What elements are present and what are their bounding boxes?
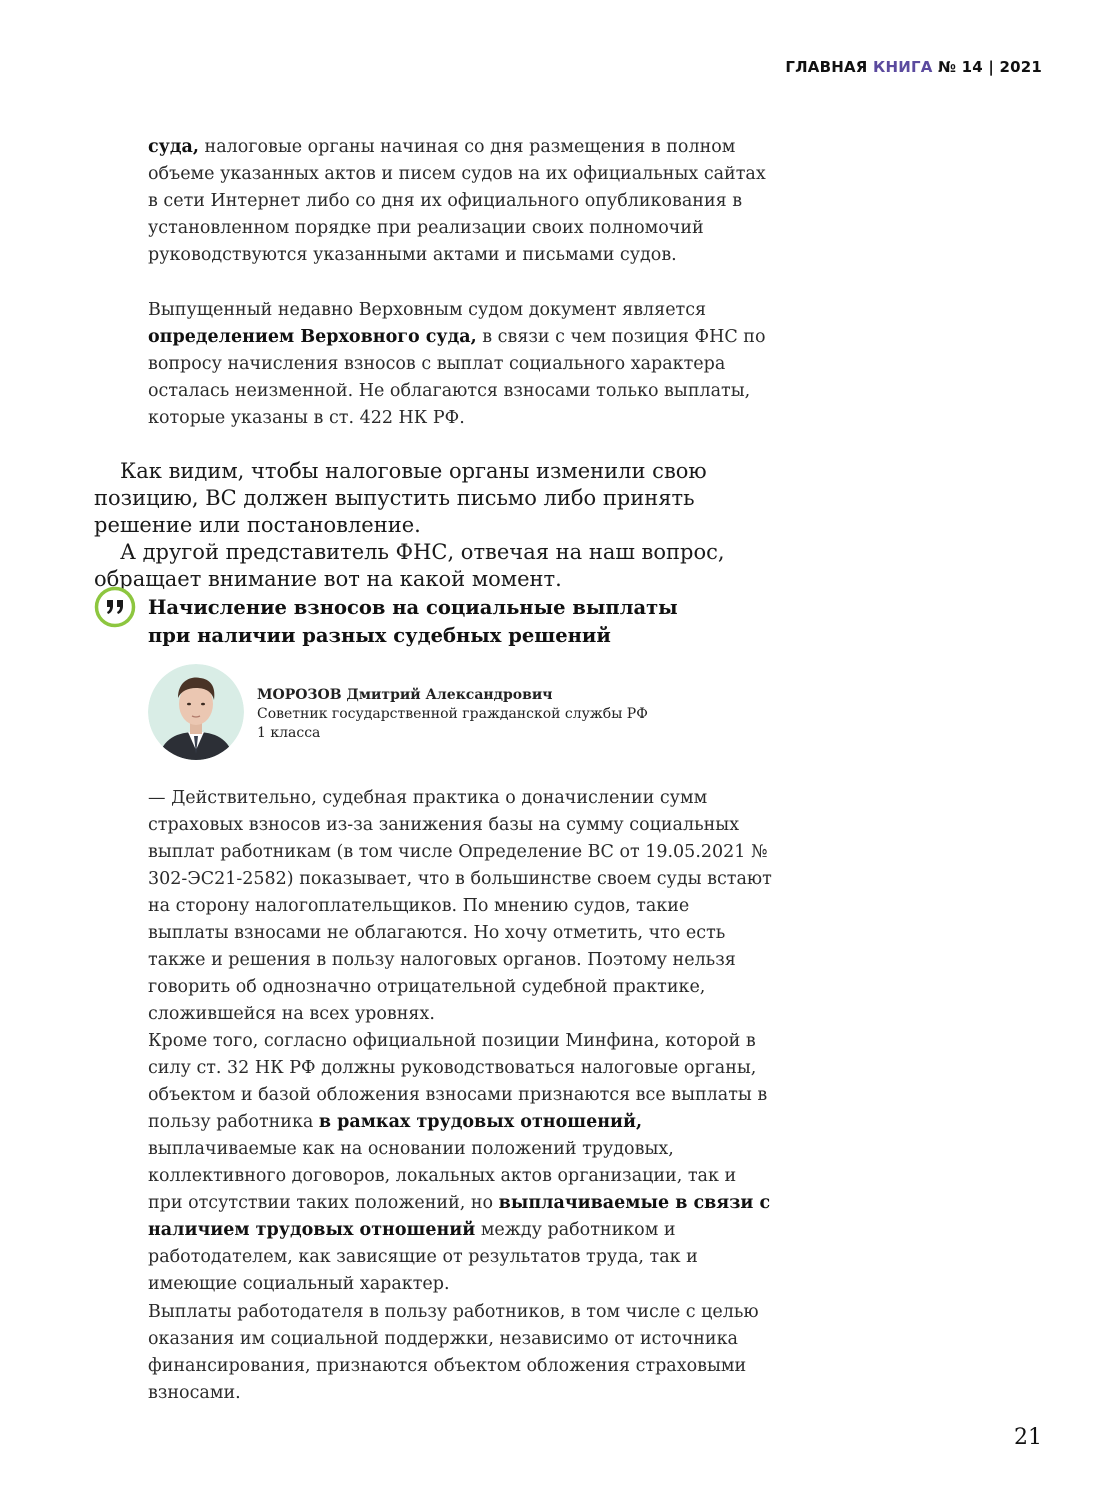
expert-position: Советник государственной гражданской службы РФ <box>257 706 648 722</box>
quote-block-2 <box>148 297 773 432</box>
expert-paragraph-2: Кроме того, согласно официальной позиции Минфина, которой в силу ст. 32 НК РФ должны руководствоваться налоговые органы, объектом и базой обложения взносами признаются все выплаты в пользу работника в рамках трудовых отношений, выплачиваемые как на основании положений трудовых, коллективного договоров, локальных актов организации, так и при отсутствии таких положений, но выплачиваемые в связи с наличием трудовых отношений между работником и работодателем, как зависящие от результатов труда, так и имеющие социальный характер. <box>148 1031 771 1294</box>
expert-paragraph-1: — Действительно, судебная практика о доначислении сумм страховых взносов из-за занижения базы на сумму социальных выплат работникам (в том числе Определение ВС от 19.05.2021 № 302-ЭС21-2582) показывает, что в большинстве своем суды встают на сторону налогоплательщиков. По мнению судов, такие выплаты взносами не облагаются. Но хочу отметить, что есть также и решения в пользу налоговых органов. Поэтому нельзя говорить об однозначно отрицательной судебной практике, сложившейся на всех уровнях. <box>148 788 772 1024</box>
expert-name: МОРОЗОВ Дмитрий Александрович <box>257 687 553 703</box>
main-paragraph-1: Как видим, чтобы налоговые органы изменили свою позицию, ВС должен выпустить письмо либо принять решение или постановление. <box>94 459 707 537</box>
bold-text: в рамках трудовых отношений, <box>318 1112 643 1132</box>
quote-icon <box>94 586 136 628</box>
bold-text: выплачиваемые в связи с наличием трудовых отношений <box>148 1193 771 1240</box>
bold-text: определением Верховного суда, <box>148 327 477 347</box>
quote-paragraph-2: Выпущенный недавно Верховным судом документ является определением Верховного суда, в связи с чем позиция ФНС по вопросу начисления взносов с выплат социального характера осталась неизменной. Не облагаются взносами только выплаты, которые указаны в ст. 422 НК РФ. <box>148 300 766 428</box>
expert-position-class: 1 класса <box>257 725 321 741</box>
expert-paragraph-3: Выплаты работодателя в пользу работников, в том числе с целью оказания им социальной поддержки, независимо от источника финансирования, признаются объектом обложения страховыми взносами. <box>148 1302 759 1403</box>
expert-avatar <box>148 664 244 760</box>
journal-header <box>785 58 1042 76</box>
page-number: 21 <box>1014 1425 1042 1450</box>
main-text <box>94 458 774 593</box>
quote-paragraph-1: суда, налоговые органы начиная со дня размещения в полном объеме указанных актов и писем судов на их официальных сайтах в сети Интернет либо со дня их официального опубликования в установленном порядке при реализации своих полномочий руководствуются указанными актами и письмами судов. <box>148 137 766 265</box>
bold-text: суда, <box>148 137 199 157</box>
section-title: Начисление взносов на социальные выплаты при наличии разных судебных решений <box>148 596 678 647</box>
quote-block-1 <box>148 134 773 269</box>
expert-info <box>257 686 648 743</box>
brand-accent: КНИГА <box>873 58 933 76</box>
issue-number: № 14 | 2021 <box>937 58 1042 76</box>
main-paragraph-2: А другой представитель ФНС, отвечая на наш вопрос, обращает внимание вот на какой момент. <box>94 540 725 591</box>
brand-main: ГЛАВНАЯ <box>785 58 868 76</box>
